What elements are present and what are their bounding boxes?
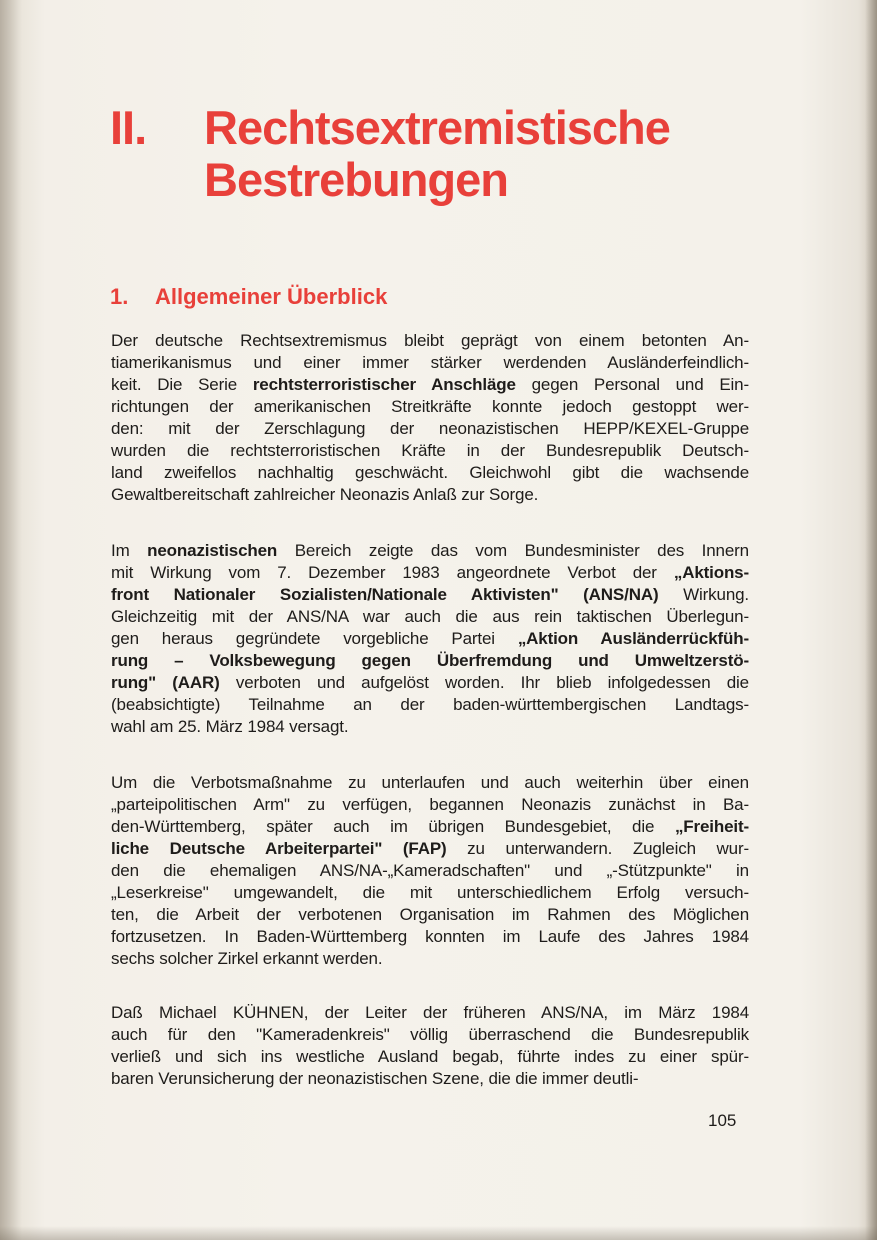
text-run: „Leserkreise" umgewandelt, die mit unterschiedlichem Erfolg versuch-: [111, 883, 749, 902]
text-run: sechs solcher Zirkel erkannt werden.: [111, 949, 383, 968]
text-run: verboten und aufgelöst worden. Ihr blieb infolgedessen die: [219, 673, 749, 692]
text-line: [111, 838, 749, 860]
text-line: [111, 794, 749, 816]
text-run: auch für den "Kameradenkreis" völlig überraschend die Bundesrepublik: [111, 1025, 749, 1044]
text-run: „parteipolitischen Arm" zu verfügen, begannen Neonazis zunächst in Ba-: [111, 795, 749, 814]
bold-term: rung" (AAR): [111, 673, 220, 692]
text-line: [111, 330, 749, 352]
text-line: [111, 462, 749, 484]
text-line: [111, 396, 749, 418]
text-run: richtungen der amerikanischen Streitkräfte konnte jedoch gestoppt wer-: [111, 397, 749, 416]
bold-term: liche Deutsche Arbeiterpartei" (FAP): [111, 839, 447, 858]
paragraph-2: [111, 540, 749, 738]
text-run: wurden die rechtsterroristischen Kräfte in der Bundesrepublik Deutsch-: [111, 441, 749, 460]
text-line: [111, 484, 749, 506]
text-line: [111, 374, 749, 396]
text-line: [111, 926, 749, 948]
text-line: [111, 694, 749, 716]
binding-shadow: [0, 0, 22, 1240]
text-run: zu unterwandern. Zugleich wur-: [446, 839, 749, 858]
text-run: (beabsichtigte) Teilnahme an der baden-württembergischen Landtags-: [111, 695, 749, 714]
paragraph-4: [111, 1002, 749, 1090]
text-run: keit. Die Serie: [111, 375, 253, 394]
text-run: verließ und sich ins westliche Ausland begab, führte indes zu einer spür-: [111, 1047, 749, 1066]
text-run: Daß Michael KÜHNEN, der Leiter der früheren ANS/NA, im März 1984: [111, 1003, 749, 1022]
page-edge-right: [865, 0, 877, 1240]
text-line: [111, 562, 749, 584]
text-line: [111, 584, 749, 606]
text-line: [111, 440, 749, 462]
text-line: [111, 1024, 749, 1046]
text-line: [111, 860, 749, 882]
text-line: [111, 882, 749, 904]
chapter-title-line-2: Bestrebungen: [204, 153, 508, 206]
text-run: gegen Personal und Ein-: [515, 375, 749, 394]
text-run: Um die Verbotsmaßnahme zu unterlaufen und auch weiterhin über einen: [111, 773, 749, 792]
text-run: den-Württemberg, später auch im übrigen Bundesgebiet, die: [111, 817, 675, 836]
bold-term: „Aktions-: [673, 563, 749, 582]
text-run: Bereich zeigte das vom Bundesminister des Innern: [277, 541, 749, 560]
paragraph-1: [111, 330, 749, 506]
text-run: baren Verunsicherung der neonazistischen Szene, die die immer deutli-: [111, 1069, 639, 1088]
text-run: Gleichzeitig mit der ANS/NA war auch die aus rein taktischen Überlegun-: [111, 607, 749, 626]
text-run: land zweifellos nachhaltig geschwächt. Gleichwohl gibt die wachsende: [111, 463, 749, 482]
text-line: [111, 628, 749, 650]
bold-term: rechtsterroristischer Anschläge: [252, 375, 516, 394]
text-line: [111, 772, 749, 794]
bold-term: „Freiheit-: [674, 817, 749, 836]
text-line: [111, 948, 749, 970]
paragraph-3: [111, 772, 749, 970]
text-run: Der deutsche Rechtsextremismus bleibt geprägt von einem betonten An-: [111, 331, 749, 350]
text-run: wahl am 25. März 1984 versagt.: [111, 717, 349, 736]
text-line: [111, 650, 749, 672]
bold-term: neonazistischen: [147, 541, 278, 560]
text-line: [111, 672, 749, 694]
text-line: [111, 716, 749, 738]
text-run: Im: [111, 541, 148, 560]
chapter-title: [204, 102, 824, 206]
text-run: den: mit der Zerschlagung der neonazistischen HEPP/KEXEL-Gruppe: [111, 419, 749, 438]
text-line: [111, 1068, 749, 1090]
page-edge-bottom: [0, 1226, 877, 1240]
text-run: mit Wirkung vom 7. Dezember 1983 angeordnete Verbot der: [111, 563, 674, 582]
text-run: tiamerikanismus und einer immer stärker werdenden Ausländerfeindlich-: [111, 353, 749, 372]
section-number: 1.: [110, 284, 129, 309]
bold-term: rung – Volksbewegung gegen Überfremdung und Umweltzerstö-: [111, 651, 749, 670]
text-line: [111, 1002, 749, 1024]
bold-term: „Aktion Ausländerrückfüh-: [517, 629, 749, 648]
chapter-title-line-1: Rechtsextremistische: [204, 101, 670, 154]
text-line: [111, 418, 749, 440]
text-run: ten, die Arbeit der verbotenen Organisation im Rahmen des Möglichen: [111, 905, 749, 924]
text-line: [111, 816, 749, 838]
text-line: [111, 540, 749, 562]
text-run: den die ehemaligen ANS/NA-„Kameradschaften" und „-Stützpunkte" in: [111, 861, 749, 880]
text-line: [111, 352, 749, 374]
text-run: Wirkung.: [658, 585, 750, 604]
text-run: Gewaltbereitschaft zahlreicher Neonazis Anlaß zur Sorge.: [111, 485, 539, 504]
bold-term: front Nationaler Sozialisten/Nationale Aktivisten" (ANS/NA): [111, 585, 659, 604]
section-title: Allgemeiner Überblick: [155, 284, 388, 309]
text-line: [111, 904, 749, 926]
text-run: fortzusetzen. In Baden-Württemberg konnten im Laufe des Jahres 1984: [111, 927, 749, 946]
text-line: [111, 606, 749, 628]
page-number: 105: [708, 1111, 737, 1130]
text-line: [111, 1046, 749, 1068]
chapter-number: II.: [110, 101, 147, 154]
text-run: gen heraus gegründete vorgebliche Partei: [111, 629, 518, 648]
